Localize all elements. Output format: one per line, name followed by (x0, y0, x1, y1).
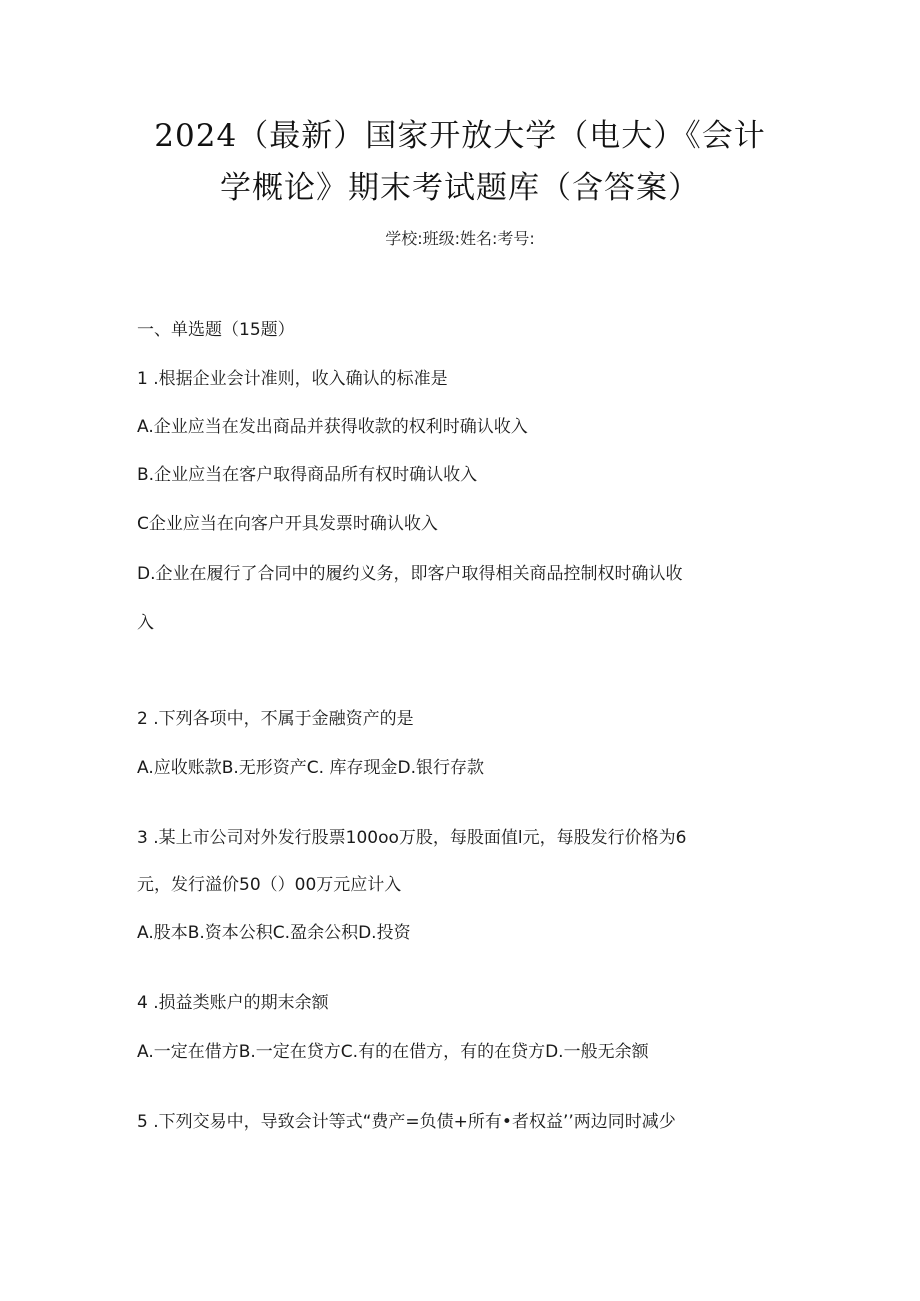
question-2-stem: 2 .下列各项中，不属于金融资产的是 (137, 709, 414, 729)
title-line-1: 2024（最新）国家开放大学（电大）《会计 (154, 118, 766, 154)
question-3-stem-cont: 元，发行溢价50（）00万元应计入 (137, 875, 402, 895)
question-3-options: A.股本B.资本公积C.盈余公积D.投资 (137, 923, 411, 943)
question-1-option-a: A.企业应当在发出商品并获得收款的权利时确认收入 (137, 417, 528, 437)
question-1-option-d: D.企业在履行了合同中的履约义务，即客户取得相关商品控制权时确认收 (137, 564, 683, 584)
question-5-stem: 5 .下列交易中，导致会计等式“费产=负债+所有•者权益’’两边同时减少 (137, 1112, 676, 1132)
question-1-stem: 1 .根据企业会计准则，收入确认的标准是 (137, 369, 448, 389)
question-4-options: A.一定在借方B.一定在贷方C.有的在借方，有的在贷方D.一般无余额 (137, 1042, 649, 1062)
question-2-options: A.应收账款B.无形资产C. 库存现金D.银行存款 (137, 758, 484, 778)
document-title (120, 110, 800, 214)
title-line-2: 学概论》期末考试题库（含答案） (220, 170, 700, 206)
question-1-option-d-cont: 入 (137, 613, 154, 633)
question-1-option-c: C企业应当在向客户开具发票时确认收入 (137, 514, 438, 534)
student-info-line: 学校:班级:姓名:考号: (385, 229, 535, 248)
question-4-stem: 4 .损益类账户的期末余额 (137, 993, 329, 1013)
question-1-option-b: B.企业应当在客户取得商品所有权时确认收入 (137, 465, 478, 485)
section-heading: 一、单选题（15题） (137, 320, 295, 340)
question-3-stem: 3 .某上市公司对外发行股票100oo万股，每股面值l元，每股发行价格为6 (137, 828, 687, 848)
